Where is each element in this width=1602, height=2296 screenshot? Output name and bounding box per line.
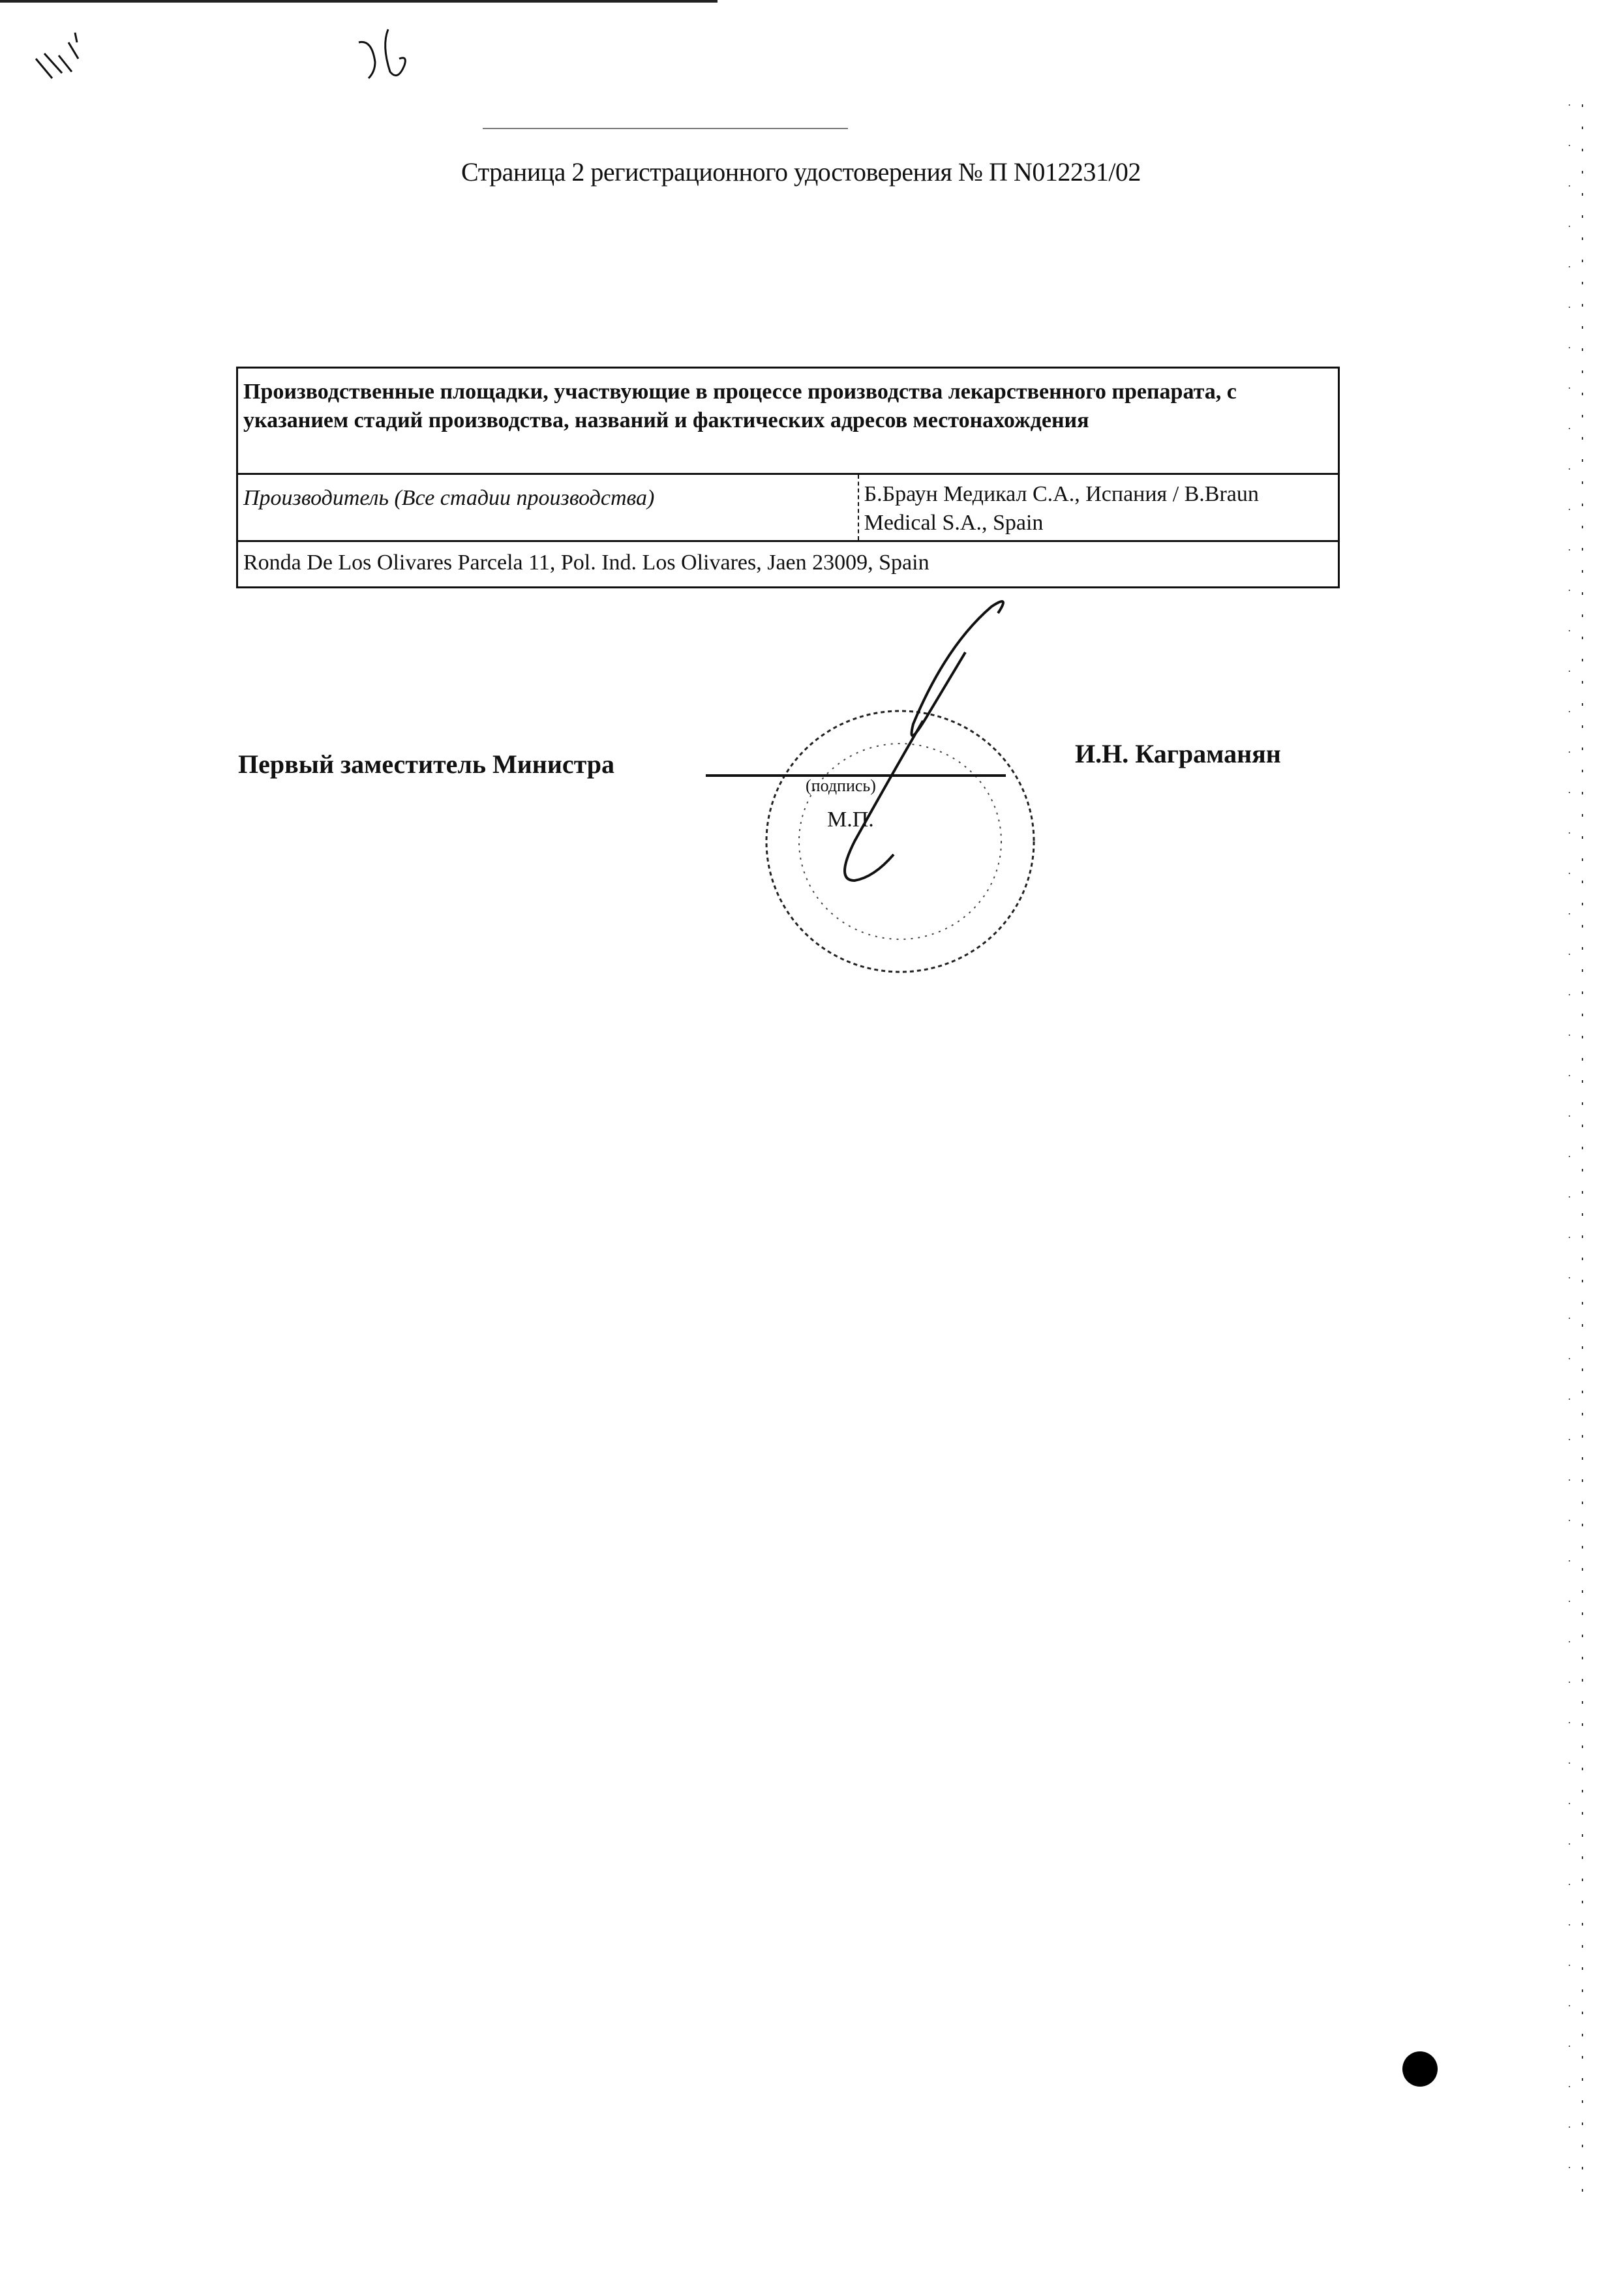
punch-hole-mark: [1402, 2051, 1438, 2087]
signature-caption: (подпись): [806, 776, 876, 795]
handwritten-tally-icon: [33, 26, 111, 85]
signatory-position: Первый заместитель Министра: [238, 749, 615, 779]
handwritten-page-number-icon: [352, 26, 431, 91]
scan-edge-noise: [1556, 104, 1595, 2192]
manufacturer-row: [238, 473, 1338, 540]
manufacturer-name: Б.Браун Медикал С.А., Испания / B.Braun Medical S.A., Spain: [858, 475, 1338, 540]
scan-artifact-line: [483, 128, 848, 129]
address-row: [238, 540, 1338, 586]
scan-edge-line: [0, 0, 718, 3]
signatory-name: И.Н. Каграманян: [1075, 739, 1281, 768]
page-header: Страница 2 регистрационного удостоверения № П N012231/02: [461, 157, 1141, 187]
table-header-cell: Производственные площадки, участвующие в процессе производства лекарственного препарата, с указанием стадий производства, названий и фактических адресов местонахождения: [243, 380, 1237, 432]
manufacturer-role: Производитель (Все стадии производства): [243, 486, 655, 510]
seal-caption: М.П.: [827, 808, 874, 832]
table-header-row: [238, 369, 1338, 473]
manufacturer-address: Ronda De Los Olivares Parcela 11, Pol. Ind. Los Olivares, Jaen 23009, Spain: [243, 551, 929, 575]
handwritten-signature-icon: [815, 594, 1011, 933]
manufacturing-sites-table: [236, 367, 1340, 588]
